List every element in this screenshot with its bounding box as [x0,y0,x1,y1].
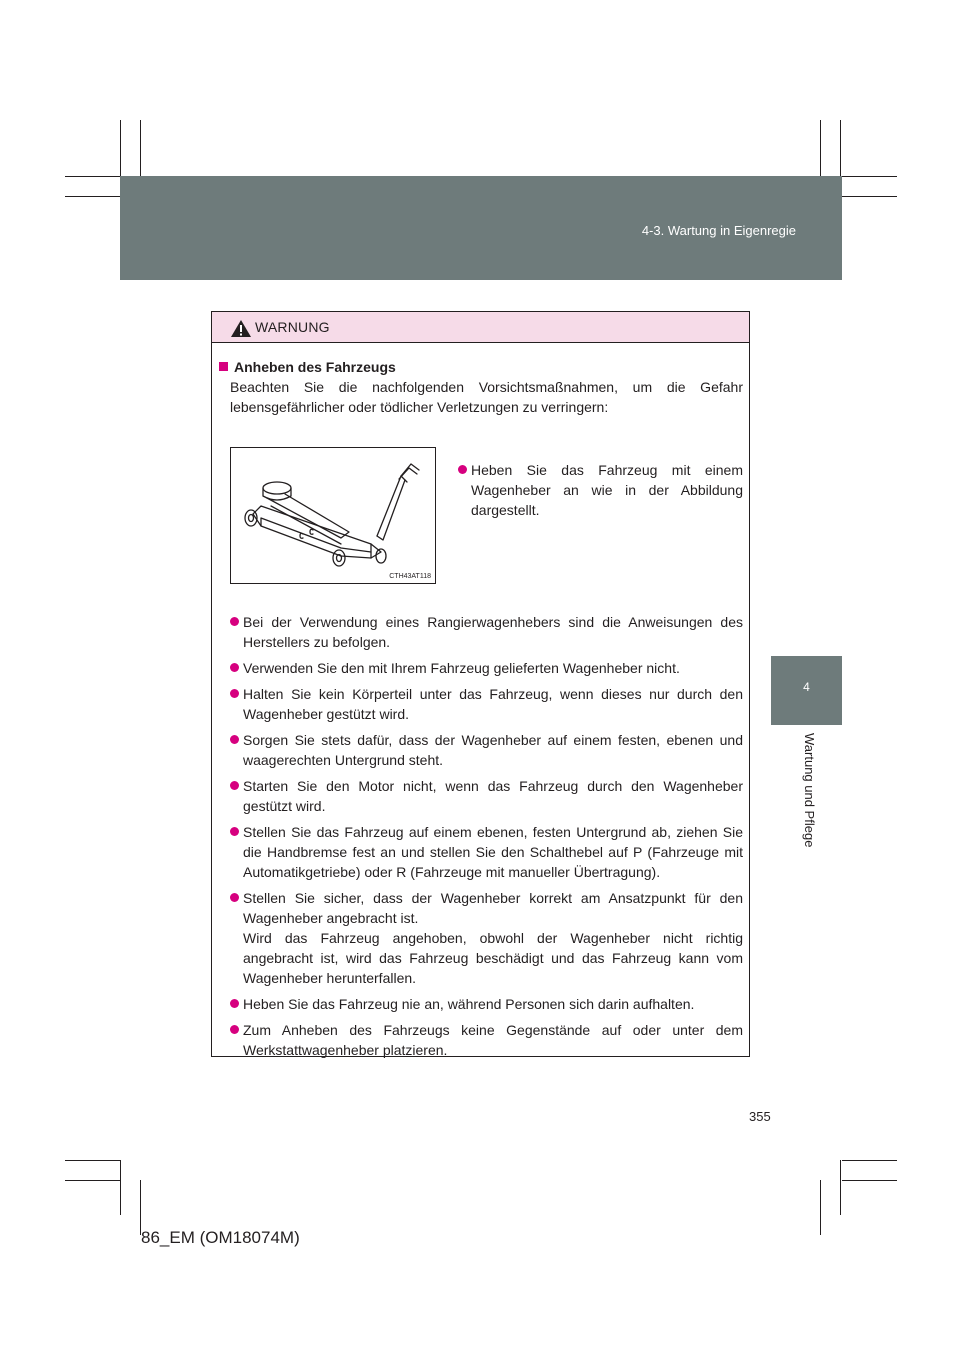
bullet-dot-icon [230,663,239,672]
list-item-text: Halten Sie kein Körperteil unter das Fahrzeug, wenn dieses nur durch den Wagenheber gestützt wird. [243,686,743,722]
list-item-text: Verwenden Sie den mit Ihrem Fahrzeug gelieferten Wagenheber nicht. [243,660,680,676]
list-item-text: Stellen Sie sicher, dass der Wagenheber korrekt am Ansatzpunkt für den Wagenheber angebracht ist. [243,890,743,926]
bullet-dot-icon [230,781,239,790]
warning-bullet-list [230,612,743,1066]
warning-box [211,311,750,1057]
list-item-extra-text: Wird das Fahrzeug angehoben, obwohl der Wagenheber nicht richtig angebracht ist, wird das Fahrzeug beschädigt und das Fahrzeug kann vom Wagenheber herunterfallen. [243,930,743,986]
section-heading-text: Anheben des Fahrzeugs [234,359,396,375]
list-item [458,460,743,520]
figure-bullet [458,460,743,520]
list-item-text: Heben Sie das Fahrzeug mit einem Wagenheber an wie in der Abbildung dargestellt. [471,462,743,518]
document-code: 86_EM (OM18074M) [141,1228,300,1247]
square-bullet-icon [219,362,228,371]
list-item [230,730,743,770]
bullet-dot-icon [230,999,239,1008]
list-item-text: Sorgen Sie stets dafür, dass der Wagenheber auf einem festen, ebenen und waagerechten Untergrund steht. [243,732,743,768]
bullet-dot-icon [230,689,239,698]
list-item [230,612,743,652]
bullet-dot-icon [458,465,467,474]
list-item-text: Bei der Verwendung eines Rangierwagenhebers sind die Anweisungen des Herstellers zu befolgen. [243,614,743,650]
floor-jack-icon [231,448,435,583]
list-item-text: Heben Sie das Fahrzeug nie an, während Personen sich darin aufhalten. [243,996,695,1012]
list-item-text: Stellen Sie das Fahrzeug auf einem ebenen, festen Untergrund ab, ziehen Sie die Handbremse fest an und stellen Sie den Schalthebel auf P (Fahrzeuge mit Automatikgetriebe) oder R (Fahrzeuge mit manueller Übertragung). [243,824,743,880]
chapter-number: 4 [803,680,810,694]
warning-header [212,312,749,343]
list-item-text: Zum Anheben des Fahrzeugs keine Gegenstände auf oder unter dem Werkstattwagenheber platzieren. [243,1022,743,1058]
bullet-dot-icon [230,893,239,902]
bullet-dot-icon [230,735,239,744]
chapter-tab [771,656,842,725]
list-item [230,1020,743,1060]
list-item [230,684,743,724]
section-title: 4-3. Wartung in Eigenregie [641,223,796,238]
list-item [230,658,743,678]
list-item [230,888,743,988]
list-item [230,994,743,1014]
jack-illustration [230,447,436,584]
section-heading [219,357,396,377]
bullet-dot-icon [230,1025,239,1034]
warning-title: WARNUNG [255,319,330,335]
intro-text: Beachten Sie die nachfolgenden Vorsichtsmaßnahmen, um die Gefahr lebensgefährlicher oder tödlicher Verletzungen zu verringern: [230,379,743,415]
page-number: 355 [749,1109,771,1124]
bullet-dot-icon [230,827,239,836]
figure-code: CTH43AT118 [389,573,431,580]
chapter-title: Wartung und Pflege [802,733,817,848]
bullet-dot-icon [230,617,239,626]
section-header-band [120,176,842,280]
warning-triangle-icon [230,319,252,338]
list-item [230,822,743,882]
list-item [230,776,743,816]
list-item-text: Starten Sie den Motor nicht, wenn das Fahrzeug durch den Wagenheber gestützt wird. [243,778,743,814]
